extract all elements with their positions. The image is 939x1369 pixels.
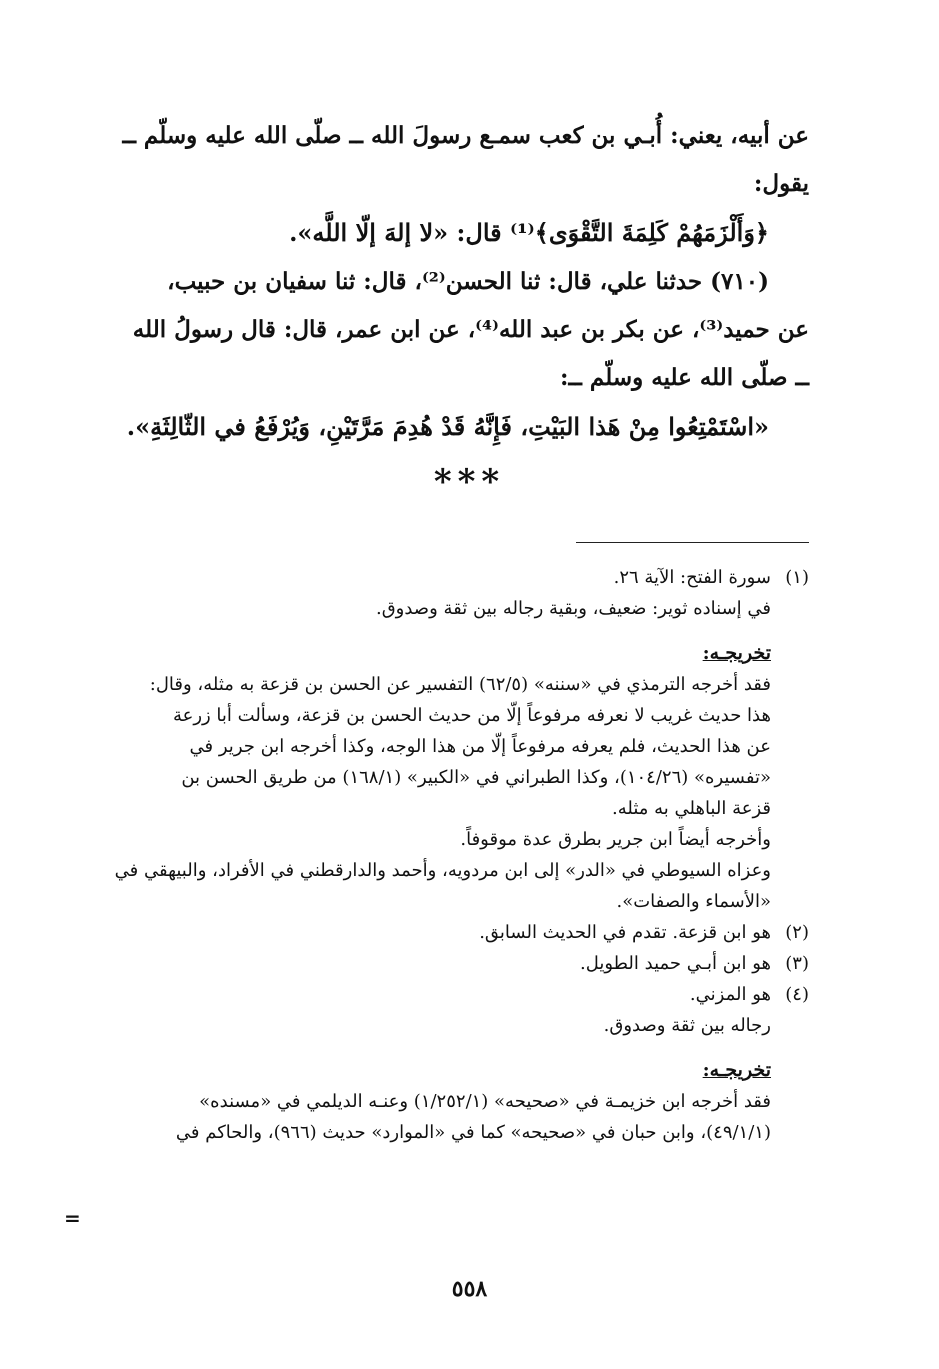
hadith-text: «اسْتَمْتِعُوا مِنْ هَذا البَيْتِ، فَإِنَّهُ قَدْ هُدِمَ مَرَّتَيْنِ، وَيُرْفَعُ في الثّالِثَةِ». <box>126 412 769 441</box>
footnote-line: وعزاه السيوطي في «الدر» إلى ابن مردويه، وأحمد والدارقطني في الأفراد، والبيهقي في <box>114 860 771 881</box>
footnote-number: (٣) <box>785 953 809 974</box>
footnote-text: رجاله بين ثقة وصدوق. <box>603 1015 771 1036</box>
footnote-text: سورة الفتح: الآية ٢٦. <box>613 567 771 588</box>
footnote-rule <box>576 542 809 543</box>
hadith-line: (٧١٠) حدثنا علي، قال: ثنا الحسن⁽²⁾، قال: ثنا سفيان بن حبيب، <box>167 268 769 295</box>
footnote-number: (٢) <box>785 922 809 943</box>
footnote-line: «تفسيره» (١٠٤/٢٦)، وكذا الطبراني في «الكبير» (١٦٨/١) من طريق الحسن بن <box>181 767 771 788</box>
main-text <box>104 112 809 452</box>
footnote-line: هذا حديث غريب لا نعرفه مرفوعاً إلّا من حديث الحسن بن قزعة، وسألت أبا زرعة <box>172 705 771 726</box>
footnote-1 <box>104 562 809 593</box>
footnote-text: هو المزني. <box>689 984 771 1005</box>
footnote-line: (٤٩/١/١)، وابن حبان في «صحيحه» كما في «الموارد» حديث (٩٦٦)، والحاكم في <box>175 1122 771 1143</box>
continuation-mark: = <box>64 1206 81 1230</box>
footnote-number: (١) <box>785 567 809 588</box>
footnote-line: فقد أخرجه ابن خزيمـة في «صحيحه» (١/٢٥٢/١) وعنـه الديلمي في «مسنده» <box>199 1091 771 1112</box>
hadith-line: عن حميد⁽³⁾، عن بكر بن عبد الله⁽⁴⁾، عن ابن عمر، قال: قال رسولُ الله <box>132 316 809 343</box>
footnote-text: في إسناده ثوير: ضعيف، وبقية رجاله بين ثقة وصدوق. <box>375 598 771 619</box>
page-number: ٥٥٨ <box>451 1276 488 1302</box>
text-line: عن أبيه، يعني: أُبـي بن كعب سمـع رسولَ الله ــ صلّى الله عليه وسلّم ــ <box>122 122 809 149</box>
footnote-line: عن هذا الحديث، فلم يعرفه مرفوعاً إلّا من هذا الوجه، وكذا أخرجه ابن جرير في <box>189 736 771 757</box>
footnote-text: هو ابن أبـي حميد الطويل. <box>579 953 771 974</box>
section-separator: *** <box>433 462 506 502</box>
footnote-text: هو ابن قزعة. تقدم في الحديث السابق. <box>479 922 771 943</box>
takhrij-heading: تخريجـه: <box>702 1059 771 1081</box>
takhrij-heading: تخريجـه: <box>702 642 771 664</box>
footnote-line: قزعة الباهلي به مثله. <box>611 798 771 819</box>
quran-verse: ﴿وَأَلْزَمَهُمْ كَلِمَةَ التَّقْوَى﴾⁽¹⁾ قال: «لا إلهَ إلّا اللَّه». <box>289 218 769 247</box>
text-line: يقول: <box>753 170 809 197</box>
footnote-number: (٤) <box>785 984 809 1005</box>
footnote-line: وأخرجه أيضاً ابن جرير بطرق عدة موقوفاً. <box>460 829 771 850</box>
footnote-line: فقد أخرجه الترمذي في «سننه» (٦٢/٥) التفسير عن الحسن بن قزعة به مثله، وقال: <box>149 674 771 695</box>
footnote-4 <box>104 979 809 1010</box>
footnote-line: «الأسماء والصفات». <box>616 891 771 912</box>
hadith-line: ــ صلّى الله عليه وسلّم ــ: <box>559 364 809 391</box>
footnote-3 <box>104 948 809 979</box>
footnotes <box>104 562 809 1148</box>
footnote-2 <box>104 917 809 948</box>
